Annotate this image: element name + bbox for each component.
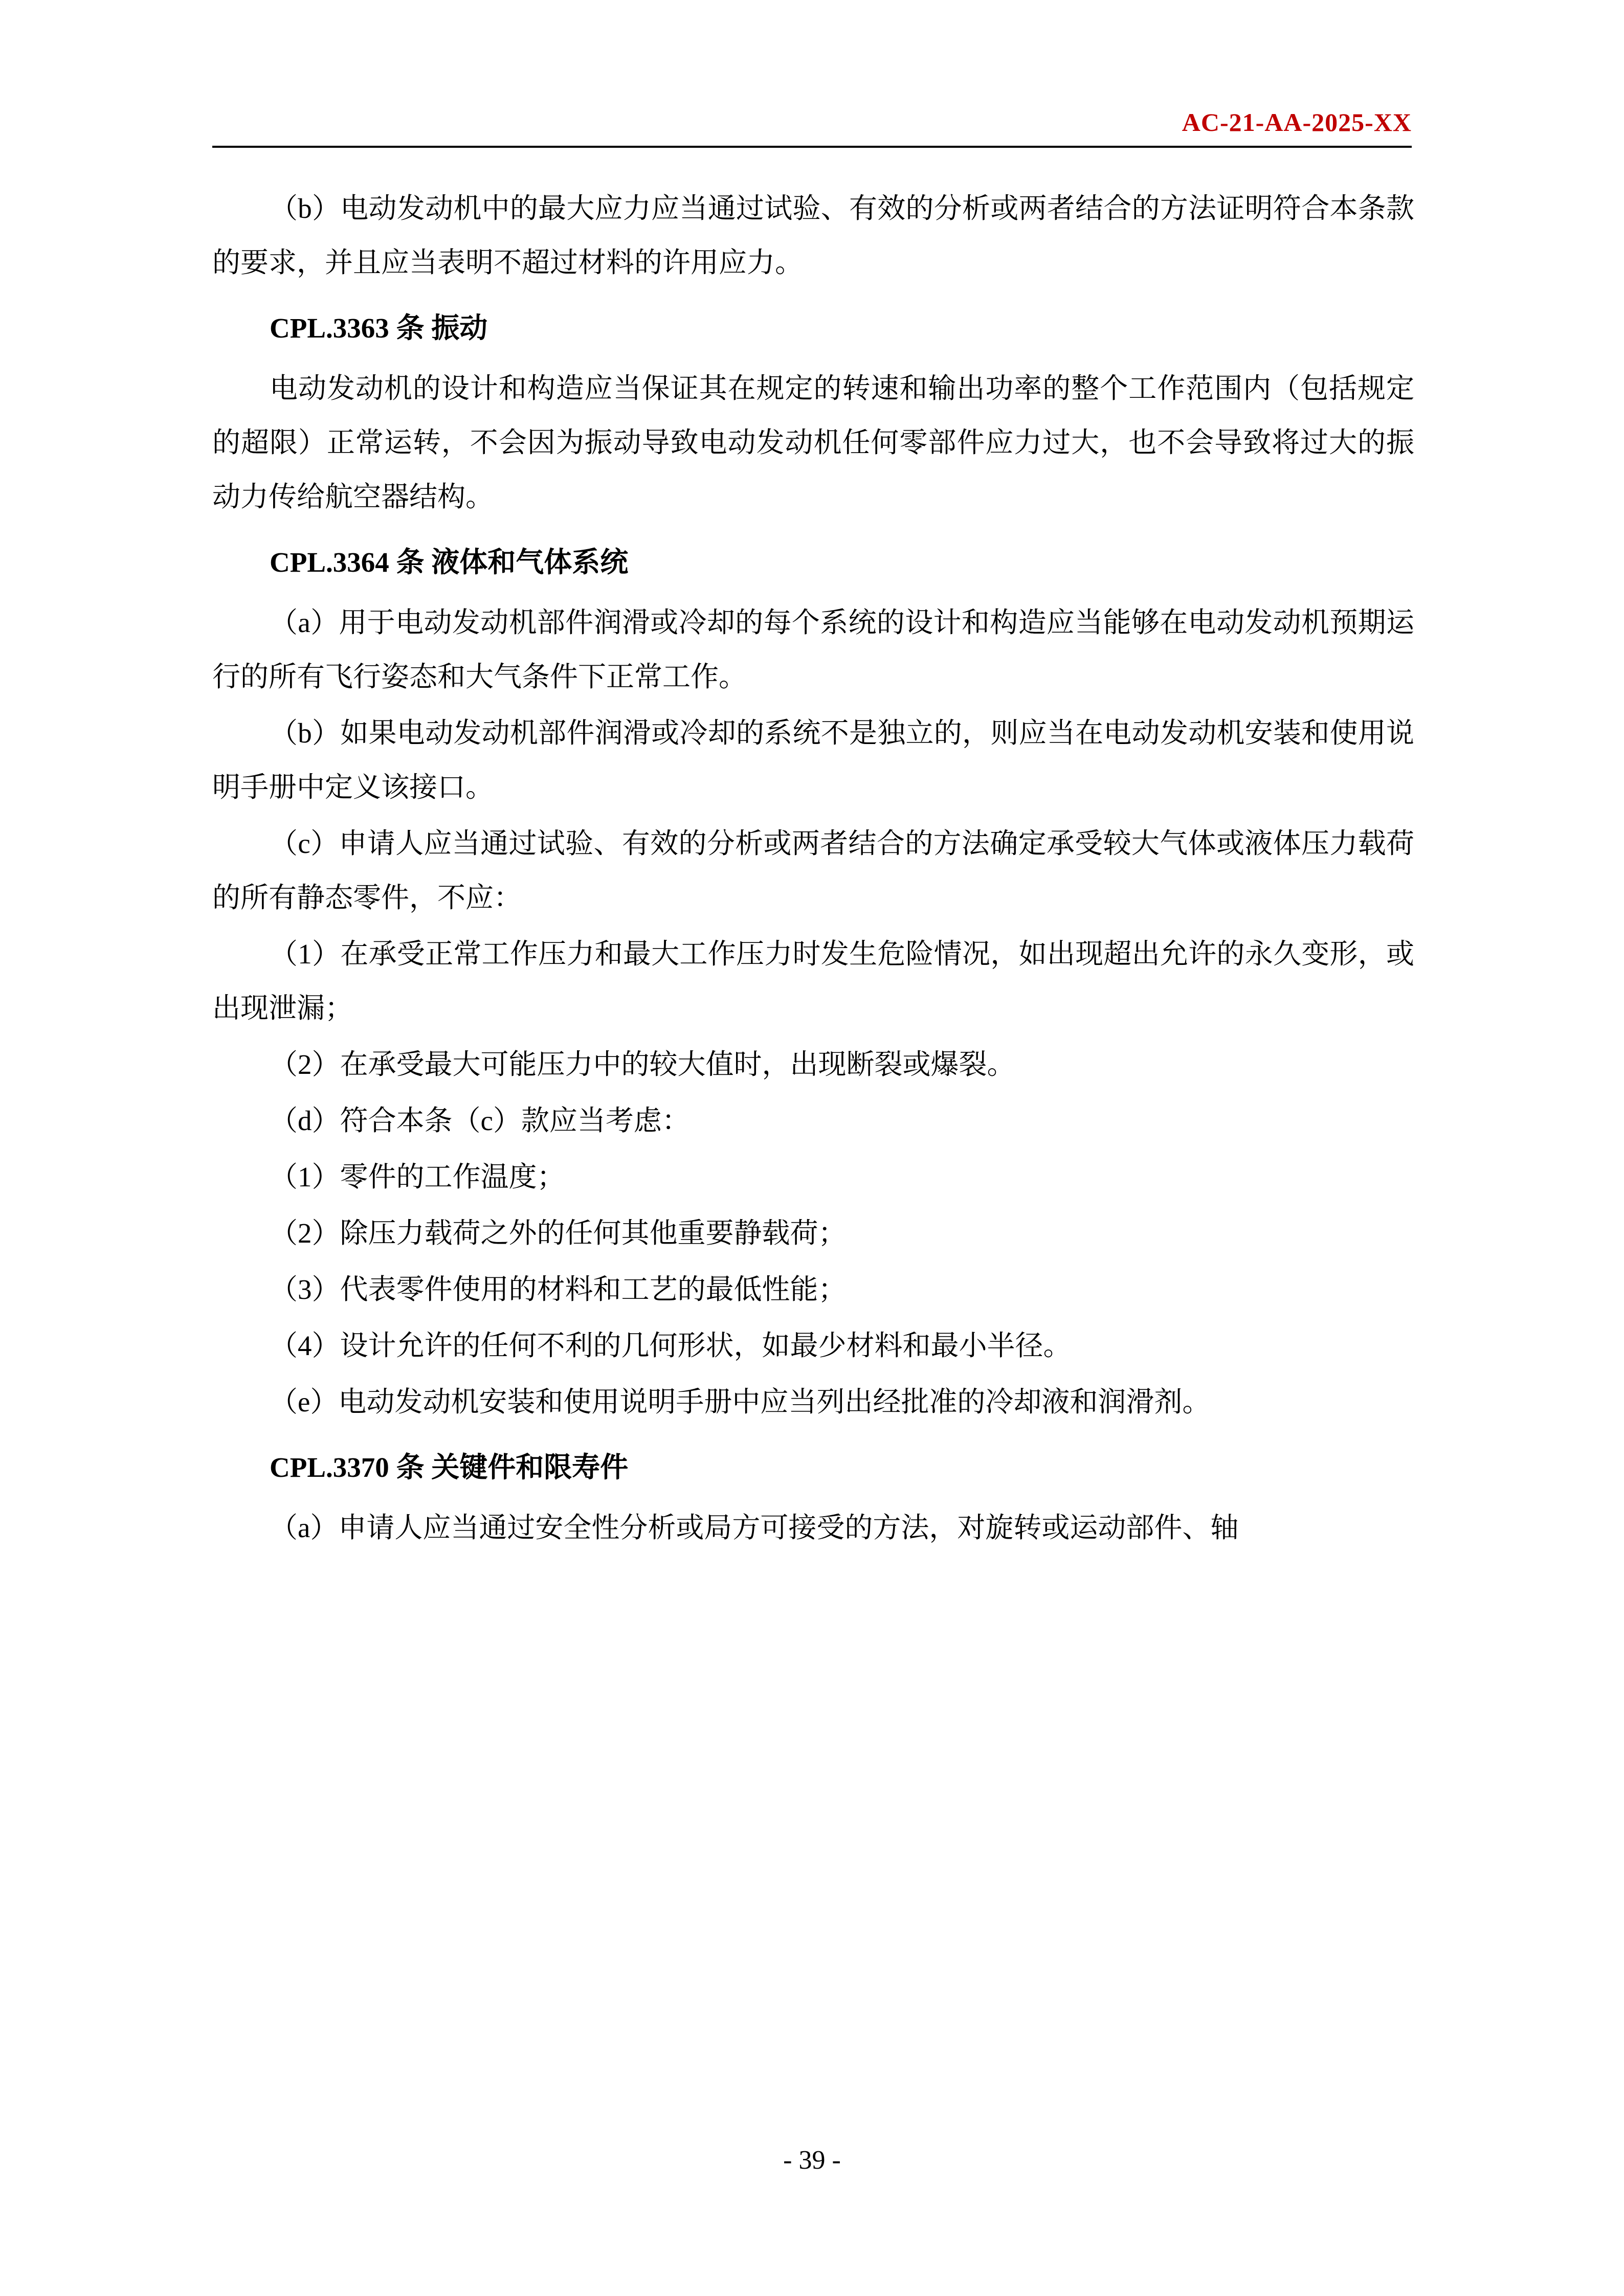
paragraph-b-interface-definition: （b）如果电动发动机部件润滑或冷却的系统不是独立的，则应当在电动发动机安装和使用说明手册中定义该接口。 [212, 717, 1414, 803]
paragraph-c-item-2: （2）在承受最大可能压力中的较大值时，出现断裂或爆裂。 [270, 1049, 1015, 1080]
paragraph-c-static-parts: （c）申请人应当通过试验、有效的分析或两者结合的方法确定承受较大气体或液体压力载荷的所有静态零件，不应： [212, 828, 1414, 913]
paragraph-e-approved-fluids: （e）电动发动机安装和使用说明手册中应当列出经批准的冷却液和润滑剂。 [270, 1386, 1211, 1417]
paragraph-vibration: 电动发动机的设计和构造应当保证其在规定的转速和输出功率的整个工作范围内（包括规定的超限）正常运转，不会因为振动导致电动发动机任何零部件应力过大，也不会导致将过大的振动力传给航空器结构。 [212, 373, 1414, 512]
paragraph-d-item-4: （4）设计允许的任何不利的几何形状，如最少材料和最小半径。 [270, 1330, 1072, 1361]
paragraph-c-item-1: （1）在承受正常工作压力和最大工作压力时发生危险情况，如出现超出允许的永久变形，或出现泄漏； [212, 938, 1414, 1024]
page-number-footer: - 39 - [783, 2146, 841, 2175]
section-heading-cpl-3364: CPL.3364 条 液体和气体系统 [270, 547, 629, 578]
document-body [212, 182, 1414, 1557]
paragraph-a-safety-analysis: （a）申请人应当通过安全性分析或局方可接受的方法，对旋转或运动部件、轴 [270, 1512, 1239, 1543]
paragraph-b-max-stress: （b）电动发动机中的最大应力应当通过试验、有效的分析或两者结合的方法证明符合本条款的要求，并且应当表明不超过材料的许用应力。 [212, 193, 1414, 278]
paragraph-d-item-1: （1）零件的工作温度； [270, 1161, 565, 1192]
paragraph-d-item-2: （2）除压力载荷之外的任何其他重要静载荷； [270, 1218, 847, 1249]
header-divider [212, 146, 1412, 148]
section-heading-cpl-3363: CPL.3363 条 振动 [270, 312, 488, 344]
paragraph-a-lubrication-system: （a）用于电动发动机部件润滑或冷却的每个系统的设计和构造应当能够在电动发动机预期运行的所有飞行姿态和大气条件下正常工作。 [212, 607, 1414, 692]
paragraph-d-item-3: （3）代表零件使用的材料和工艺的最低性能； [270, 1274, 847, 1305]
document-code-header: AC-21-AA-2025-XX [1182, 108, 1412, 137]
paragraph-d-considerations: （d）符合本条（c）款应当考虑： [270, 1105, 690, 1136]
section-heading-cpl-3370: CPL.3370 条 关键件和限寿件 [270, 1452, 629, 1483]
